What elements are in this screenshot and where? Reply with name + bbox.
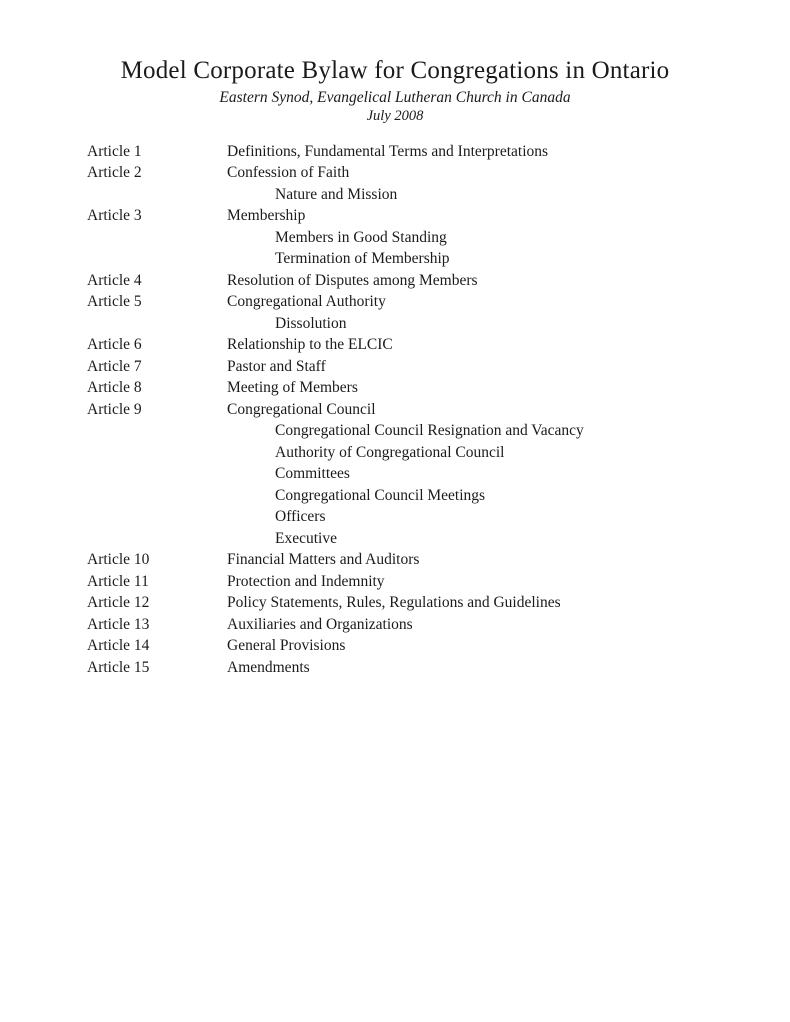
toc-row [0, 378, 790, 400]
toc-row [0, 206, 790, 228]
toc-row [0, 421, 790, 443]
toc-entry-title: Amendments [227, 658, 310, 676]
page-title: Model Corporate Bylaw for Congregations in Ontario [120, 57, 670, 84]
toc-row [0, 163, 790, 185]
toc-entry-title: Nature and Mission [275, 185, 398, 203]
toc-entry-title: Definitions, Fundamental Terms and Interpretations [227, 142, 549, 160]
toc-row [0, 593, 790, 615]
toc-entry-title: Policy Statements, Rules, Regulations and Guidelines [227, 594, 561, 612]
toc-row [0, 184, 790, 206]
toc-article-label: Article 9 [87, 400, 142, 418]
toc-entry-title: Meeting of Members [227, 379, 358, 397]
toc-row [0, 464, 790, 486]
toc-row [0, 614, 790, 636]
toc-entry-title: Termination of Membership [275, 250, 450, 268]
toc-article-label: Article 15 [87, 658, 150, 676]
toc-entry-title: General Provisions [227, 637, 346, 655]
toc-article-label: Article 12 [87, 594, 150, 612]
table-of-contents [0, 141, 790, 679]
toc-entry-title: Auxiliaries and Organizations [227, 615, 413, 633]
toc-row [0, 356, 790, 378]
toc-row [0, 528, 790, 550]
toc-entry-title: Relationship to the ELCIC [227, 336, 393, 354]
toc-row [0, 636, 790, 658]
toc-row [0, 249, 790, 271]
toc-article-label: Article 8 [87, 379, 142, 397]
toc-article-label: Article 13 [87, 615, 150, 633]
toc-entry-title: Committees [275, 465, 350, 483]
toc-entry-title: Congregational Council Resignation and Vacancy [275, 422, 584, 440]
toc-row [0, 399, 790, 421]
toc-row [0, 270, 790, 292]
toc-entry-title: Financial Matters and Auditors [227, 551, 420, 569]
toc-entry-title: Congregational Council Meetings [275, 486, 486, 504]
toc-row [0, 550, 790, 572]
toc-row [0, 485, 790, 507]
toc-article-label: Article 7 [87, 357, 142, 375]
toc-row [0, 507, 790, 529]
toc-row [0, 335, 790, 357]
document-header [0, 0, 790, 125]
toc-article-label: Article 1 [87, 142, 142, 160]
toc-row [0, 141, 790, 163]
toc-entry-title: Membership [227, 207, 306, 225]
toc-entry-title: Members in Good Standing [275, 228, 447, 246]
document-subtitle: Eastern Synod, Evangelical Lutheran Church in Canada [219, 89, 571, 106]
toc-article-label: Article 11 [87, 572, 149, 590]
toc-article-label: Article 10 [87, 551, 150, 569]
toc-entry-title: Authority of Congregational Council [275, 443, 505, 461]
toc-entry-title: Officers [275, 508, 326, 526]
toc-entry-title: Congregational Council [227, 400, 376, 418]
toc-entry-title: Pastor and Staff [227, 357, 326, 375]
toc-article-label: Article 14 [87, 637, 150, 655]
toc-entry-title: Executive [275, 529, 337, 547]
toc-row [0, 227, 790, 249]
toc-article-label: Article 4 [87, 271, 142, 289]
toc-article-label: Article 6 [87, 336, 142, 354]
toc-article-label: Article 3 [87, 207, 142, 225]
toc-article-label: Article 5 [87, 293, 142, 311]
toc-entry-title: Confession of Faith [227, 164, 350, 182]
toc-row [0, 571, 790, 593]
document-date: July 2008 [366, 108, 424, 124]
toc-row [0, 657, 790, 679]
toc-article-label: Article 2 [87, 164, 142, 182]
toc-entry-title: Dissolution [275, 314, 347, 332]
toc-entry-title: Resolution of Disputes among Members [227, 271, 478, 289]
toc-entry-title: Protection and Indemnity [227, 572, 385, 590]
toc-row [0, 292, 790, 314]
toc-row [0, 313, 790, 335]
toc-row [0, 442, 790, 464]
toc-entry-title: Congregational Authority [227, 293, 386, 311]
